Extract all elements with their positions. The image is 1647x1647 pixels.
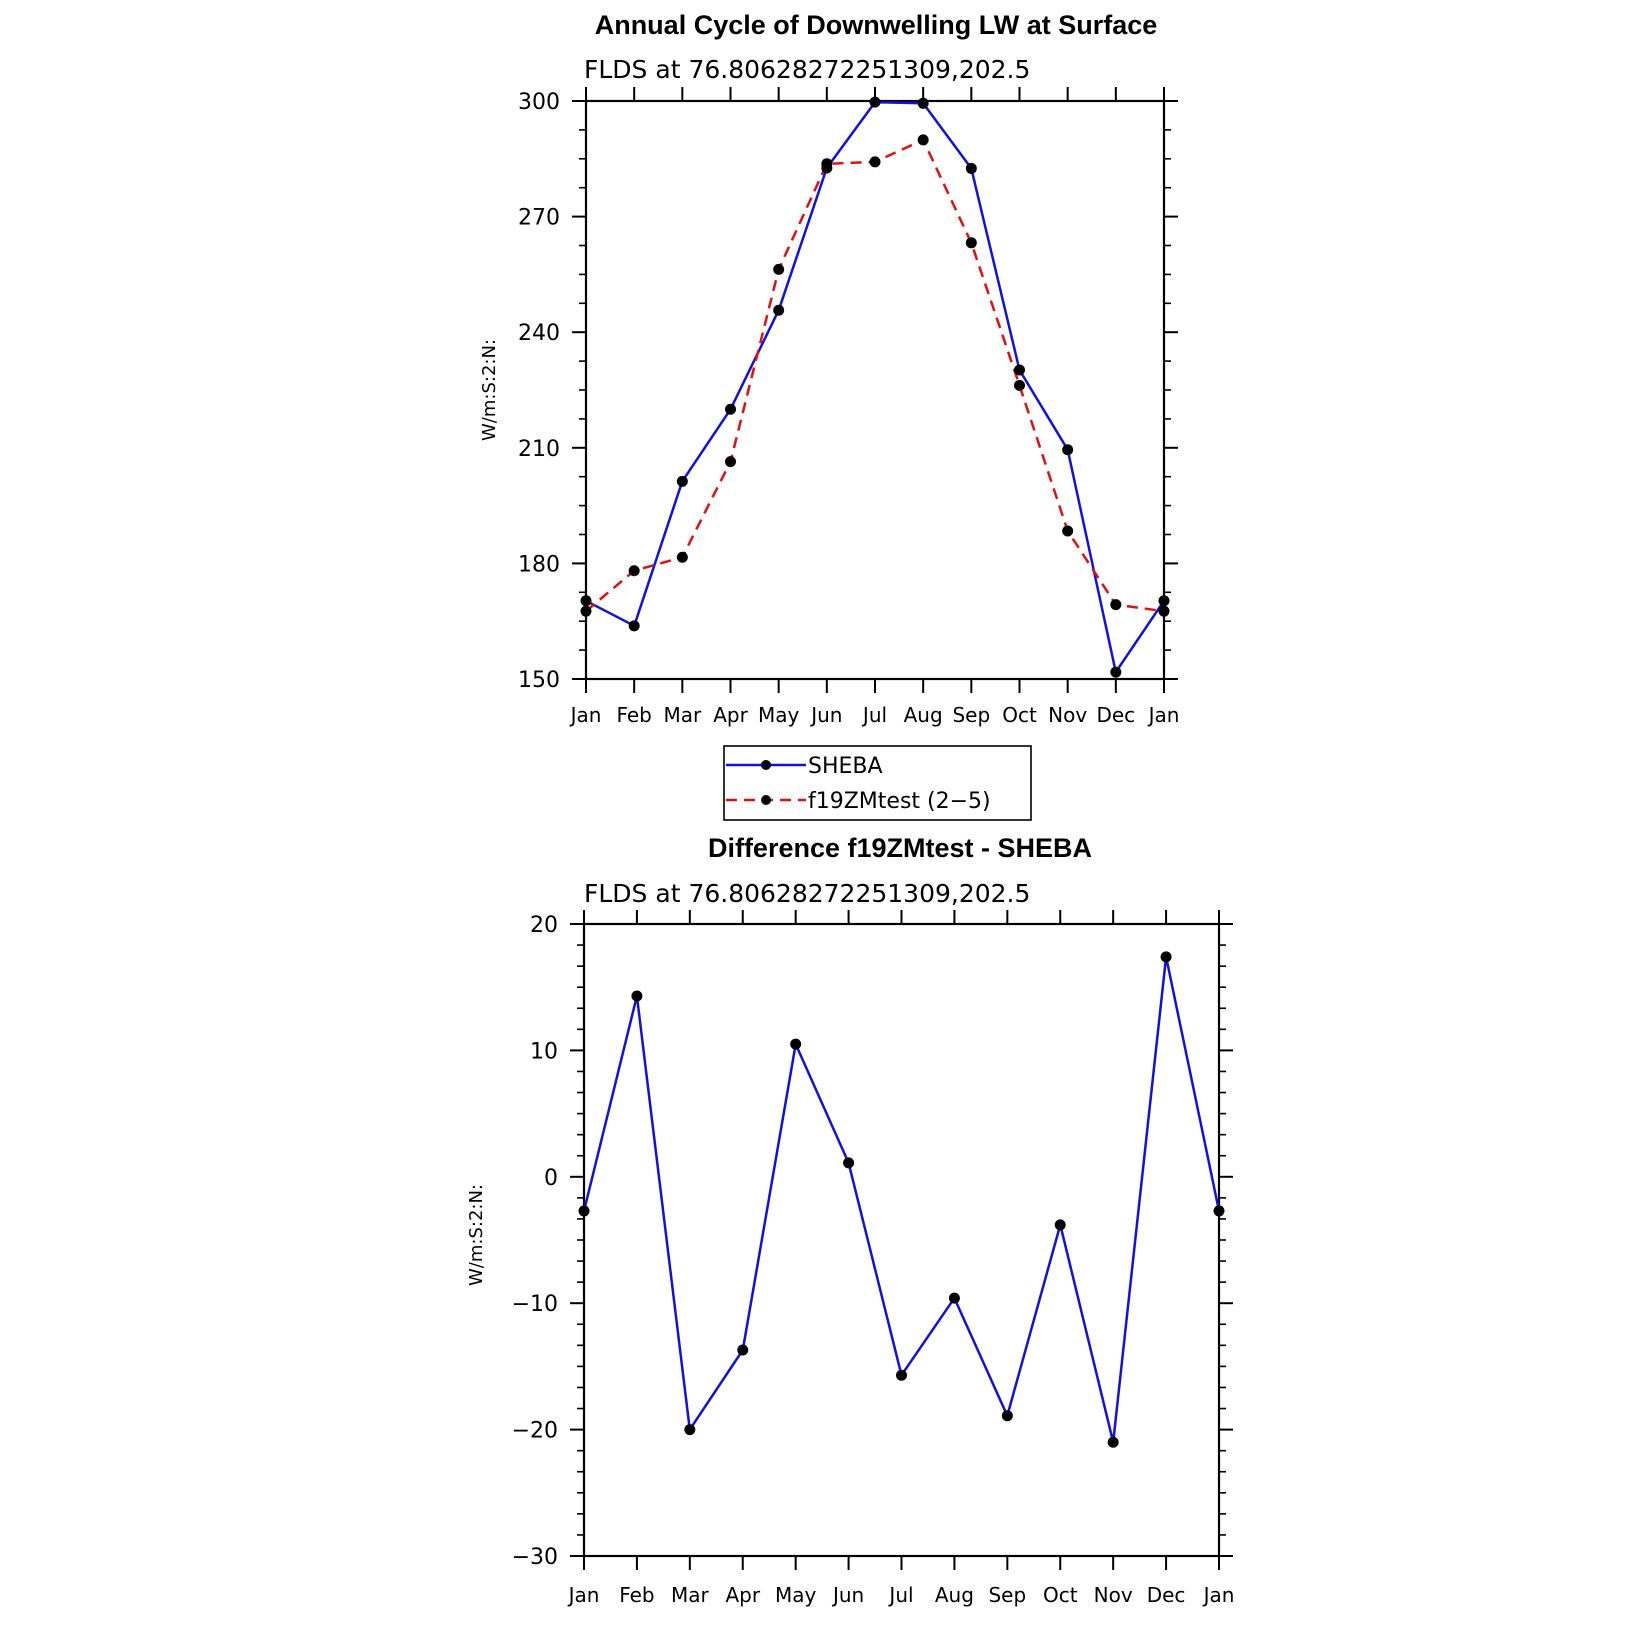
bottom-ytick-label: 10	[530, 1039, 558, 1065]
top-series-1-point	[1062, 526, 1073, 537]
top-series-0-point	[581, 595, 592, 606]
top-xtick-label: Sep	[952, 703, 991, 727]
bottom-chart-plot	[512, 910, 1235, 1607]
top-xtick-label: Oct	[1002, 703, 1037, 727]
top-series-1-point	[773, 264, 784, 275]
bottom-series-0-point	[790, 1039, 801, 1050]
bottom-series-0-point	[843, 1157, 854, 1168]
top-series-line-1	[586, 140, 1164, 611]
top-series-0-point	[918, 98, 929, 109]
top-series-line-0	[586, 102, 1164, 672]
bottom-series-0-point	[1214, 1205, 1225, 1216]
top-series-0-point	[629, 620, 640, 631]
top-xtick-label: Jul	[862, 703, 888, 727]
top-series-1-point	[1110, 599, 1121, 610]
top-series-0-point	[870, 97, 881, 108]
top-series-1-point	[966, 237, 977, 248]
top-chart-plot	[518, 87, 1179, 727]
bottom-xtick-label: Oct	[1042, 1583, 1078, 1607]
bottom-xtick-label: Aug	[934, 1583, 974, 1607]
top-series-1-point	[581, 606, 592, 617]
bottom-series-0-point	[1002, 1410, 1013, 1421]
legend-marker-sheba	[761, 760, 771, 770]
bottom-chart-subtitle: FLDS at 76.80628272251309,202.5	[584, 879, 1031, 908]
top-series-1-point	[870, 156, 881, 167]
top-series-0-point	[1062, 444, 1073, 455]
top-series-1-point	[821, 158, 832, 169]
top-series-0-point	[1014, 364, 1025, 375]
top-series-0-point	[1159, 595, 1170, 606]
bottom-ytick-label: −30	[511, 1545, 558, 1570]
bottom-series-0-point	[737, 1344, 748, 1355]
bottom-plot-frame	[584, 924, 1219, 1556]
top-xtick-label: Apr	[713, 703, 748, 727]
top-xtick-label: Jan	[1148, 703, 1180, 727]
top-ytick-label: 150	[518, 668, 560, 693]
top-chart-ylabel: W/m:S:2:N:	[479, 339, 500, 441]
top-xtick-label: Mar	[663, 703, 702, 727]
bottom-series-0-point	[631, 991, 642, 1002]
top-ytick-label: 210	[518, 436, 560, 462]
top-xtick-label: Jan	[570, 703, 602, 727]
top-xtick-label: Nov	[1048, 703, 1088, 727]
legend-label-f19zmtest: f19ZMtest (2−5)	[808, 789, 991, 814]
top-series-0-point	[966, 163, 977, 174]
top-plot-frame	[586, 101, 1164, 679]
bottom-xtick-label: Jan	[568, 1583, 600, 1607]
bottom-xtick-label: Nov	[1093, 1583, 1133, 1607]
top-ytick-label: 180	[518, 552, 560, 578]
top-series-0-point	[677, 476, 688, 487]
bottom-ytick-label: 20	[530, 913, 558, 938]
top-series-1-point	[677, 552, 688, 563]
bottom-xtick-label: Sep	[988, 1583, 1027, 1607]
top-ytick-label: 270	[518, 205, 560, 231]
bottom-xtick-label: Apr	[725, 1583, 761, 1607]
top-xtick-label: Aug	[903, 703, 943, 727]
bottom-series-0-point	[579, 1205, 590, 1216]
top-series-0-point	[773, 305, 784, 316]
bottom-xtick-label: Jul	[889, 1583, 914, 1607]
top-chart-legend	[724, 746, 1031, 820]
bottom-ytick-label: −20	[511, 1418, 558, 1444]
top-xtick-label: May	[757, 703, 800, 727]
legend-label-sheba: SHEBA	[808, 754, 883, 779]
top-xtick-label: Jun	[811, 703, 843, 727]
top-ytick-label: 300	[518, 90, 560, 115]
top-series-1-point	[1014, 380, 1025, 391]
top-series-1-point	[629, 565, 640, 576]
top-series-1-point	[1159, 606, 1170, 617]
legend-marker-f19zmtest	[761, 795, 771, 805]
bottom-series-line-0	[584, 957, 1219, 1442]
bottom-xtick-label: Jan	[1203, 1583, 1235, 1607]
top-chart-title: Annual Cycle of Downwelling LW at Surface	[594, 10, 1158, 40]
top-ytick-label: 240	[518, 321, 560, 347]
bottom-ytick-label: 0	[544, 1165, 558, 1191]
bottom-xtick-label: May	[774, 1583, 817, 1607]
bottom-chart-title: Difference f19ZMtest - SHEBA	[707, 833, 1093, 863]
top-chart-subtitle: FLDS at 76.80628272251309,202.5	[584, 55, 1031, 84]
bottom-xtick-label: Mar	[670, 1583, 709, 1607]
bottom-series-0-point	[1161, 951, 1172, 962]
bottom-series-0-point	[1055, 1219, 1066, 1230]
bottom-series-0-point	[896, 1370, 907, 1381]
bottom-series-0-point	[684, 1424, 695, 1435]
top-series-1-point	[725, 456, 736, 467]
top-xtick-label: Dec	[1096, 703, 1136, 727]
top-series-1-point	[918, 134, 929, 145]
bottom-series-0-point	[1108, 1437, 1119, 1448]
bottom-ytick-label: −10	[511, 1292, 558, 1318]
top-series-0-point	[1110, 667, 1121, 678]
bottom-xtick-label: Feb	[619, 1583, 655, 1607]
bottom-series-0-point	[949, 1293, 960, 1304]
bottom-xtick-label: Jun	[832, 1583, 865, 1607]
bottom-chart-ylabel: W/m:S:2:N:	[466, 1184, 487, 1286]
top-xtick-label: Feb	[616, 703, 652, 727]
bottom-xtick-label: Dec	[1146, 1583, 1186, 1607]
top-series-0-point	[725, 404, 736, 415]
